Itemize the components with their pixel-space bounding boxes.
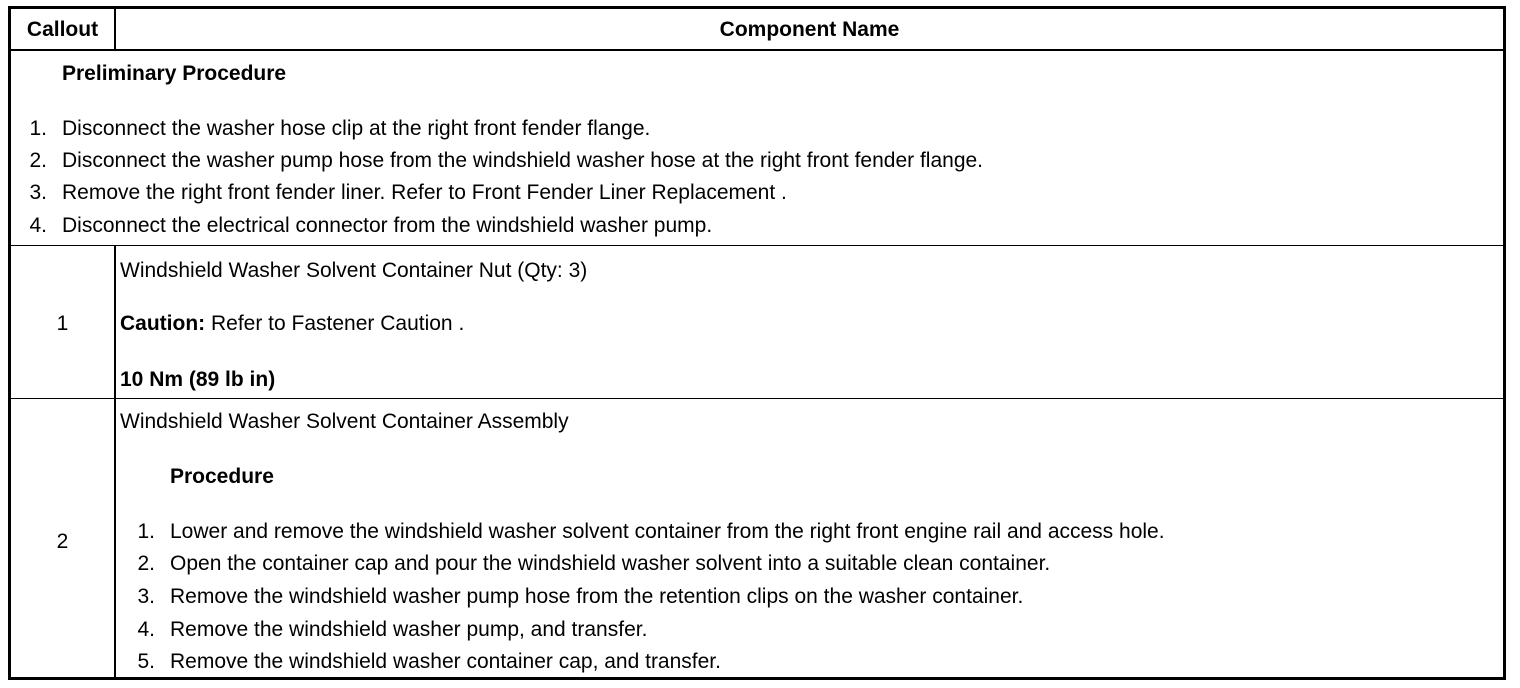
procedure-step-text: Open the container cap and pour the windshield washer solvent into a suitable clean container.	[170, 552, 1051, 575]
row-column-divider	[114, 399, 116, 677]
procedure-step-text: Remove the windshield washer pump, and transfer.	[170, 618, 648, 641]
procedure-title: Procedure	[170, 465, 274, 488]
procedure-step-number: 3.	[137, 585, 155, 608]
caution-note	[120, 312, 464, 336]
procedure-step-number: 2.	[137, 552, 155, 575]
preliminary-step-text: Disconnect the electrical connector from the windshield washer pump.	[62, 214, 713, 237]
table-row	[11, 246, 1503, 399]
header-component-name: Component Name	[719, 18, 900, 41]
component-table	[8, 6, 1506, 680]
table-header-row	[11, 9, 1503, 51]
procedure-step-number: 1.	[137, 520, 155, 543]
procedure-step-number: 4.	[137, 618, 155, 641]
caution-label: Caution:	[120, 312, 206, 335]
procedure-step-number: 5.	[137, 650, 155, 673]
component-name: Windshield Washer Solvent Container Nut (Qty: 3)	[120, 259, 588, 282]
procedure-step-text: Remove the windshield washer pump hose from the retention clips on the washer container.	[170, 585, 1024, 608]
row-callout: 1	[56, 312, 69, 335]
preliminary-step-text: Disconnect the washer pump hose from the windshield washer hose at the right front fender flange.	[62, 149, 984, 172]
row-callout: 2	[56, 530, 69, 553]
preliminary-step-number: 1.	[29, 117, 47, 140]
preliminary-step-text: Remove the right front fender liner. Refer to Front Fender Liner Replacement .	[62, 181, 787, 204]
row-column-divider	[114, 246, 116, 399]
preliminary-step-number: 3.	[29, 181, 47, 204]
preliminary-row	[11, 51, 1503, 246]
preliminary-step-text: Disconnect the washer hose clip at the right front fender flange.	[62, 117, 651, 140]
caution-text: Refer to Fastener Caution .	[205, 312, 465, 335]
header-column-divider	[114, 9, 116, 51]
header-callout: Callout	[26, 18, 99, 41]
component-name: Windshield Washer Solvent Container Assembly	[120, 410, 569, 433]
table-row	[11, 399, 1503, 677]
preliminary-step-number: 4.	[29, 214, 47, 237]
torque-spec: 10 Nm (89 lb in)	[120, 368, 276, 391]
procedure-step-text: Remove the windshield washer container cap, and transfer.	[170, 650, 721, 673]
preliminary-title: Preliminary Procedure	[62, 62, 287, 85]
procedure-step-text: Lower and remove the windshield washer solvent container from the right front engine rail and access hole.	[170, 520, 1165, 543]
preliminary-step-number: 2.	[29, 149, 47, 172]
